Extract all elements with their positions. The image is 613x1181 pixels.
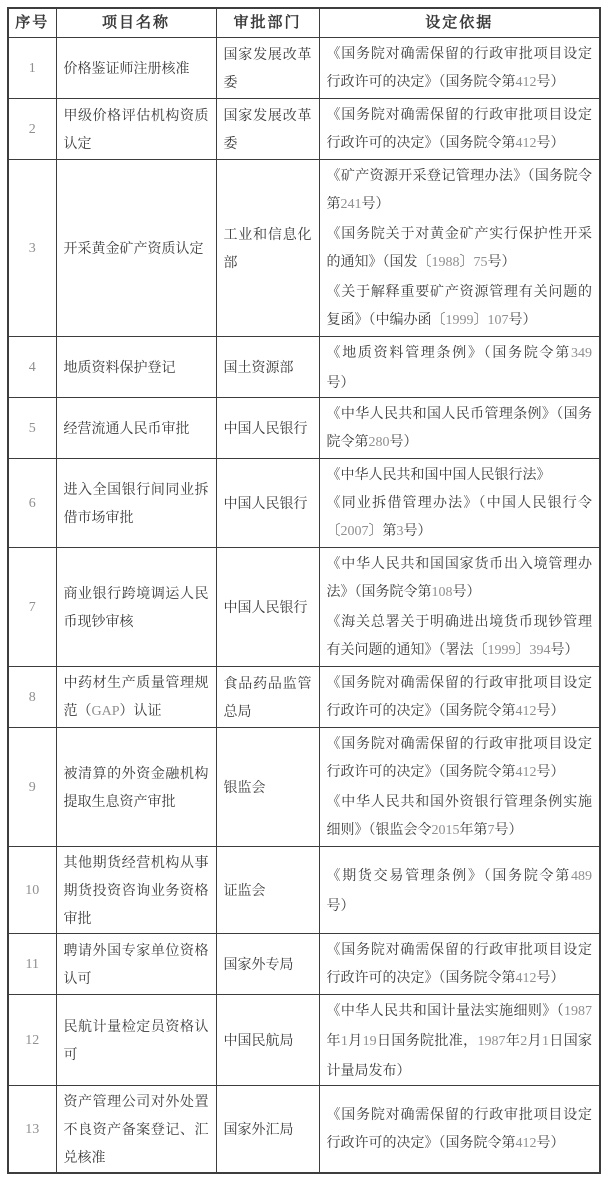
project-name-cell: 民航计量检定员资格认可 [56,995,216,1086]
latin-text: 349 [571,346,592,361]
department-cell: 国土资源部 [216,337,319,398]
approval-items-table [7,7,601,1174]
basis-cell [319,667,600,728]
basis-item: 《海关总署关于明确进出境货币现钞管理有关问题的通知》（署法〔1999〕394号） [326,613,592,658]
basis-item: 《国务院对确需保留的行政审批项目设定行政许可的决定》（国务院令第412号） [326,106,592,151]
row-number-cell [8,38,56,99]
latin-text: 1987 [564,1004,592,1019]
latin-text: 394 [529,643,551,658]
column-header-project-name: 项目名称 [56,8,216,38]
basis-item: 《国务院对确需保留的行政审批项目设定行政许可的决定》（国务院令第412号） [326,735,592,780]
column-header-department: 审批部门 [216,8,319,38]
latin-text: 107 [487,313,509,328]
latin-text: 12 [25,1033,40,1048]
basis-item: 《期货交易管理条例》（国务院令第489号） [326,867,592,913]
latin-text: 5 [28,421,36,436]
project-name-cell: 价格鉴证师注册核准 [56,38,216,99]
latin-text: 108 [431,585,453,600]
table-row [8,667,600,728]
row-number-cell [8,459,56,548]
basis-item: 《国务院对确需保留的行政审批项目设定行政许可的决定》（国务院令第412号） [326,1106,592,1151]
basis-item: 《中华人民共和国计量法实施细则》（1987年1月19日国务院批准，1987年2月1日国家计量局发布） [326,1002,593,1078]
basis-cell [319,38,600,99]
basis-item: 《国务院关于对黄金矿产实行保护性开采的通知》（国发〔1988〕75号） [326,225,592,270]
header-row [8,8,600,38]
latin-text: 412 [515,75,537,90]
latin-text: 10 [25,883,40,898]
latin-text: 1987 [477,1034,506,1049]
table-row [8,548,600,667]
project-name-cell: 其他期货经营机构从事期货投资咨询业务资格审批 [56,847,216,934]
latin-text: 1 [340,1034,348,1049]
latin-text: 7 [28,600,36,615]
latin-text: 4 [28,360,36,375]
department-cell: 银监会 [216,728,319,847]
latin-text: 241 [340,197,362,212]
basis-item: 《中华人民共和国外资银行管理条例实施细则》（银监会令2015年第7号） [326,793,592,838]
basis-cell [319,99,600,160]
table-row [8,38,600,99]
basis-item: 《同业拆借管理办法》（中国人民银行令〔2007〕第3号） [326,494,592,539]
project-name-cell: 进入全国银行间同业拆借市场审批 [56,459,216,548]
department-cell: 中国人民银行 [216,548,319,667]
basis-cell [319,459,600,548]
row-number-cell [8,995,56,1086]
latin-text: 1999 [445,313,474,328]
department-cell: 国家发展改革委 [216,38,319,99]
project-name-cell: 商业银行跨境调运人民币现钞审核 [56,548,216,667]
row-number-cell [8,728,56,847]
basis-item: 《国务院对确需保留的行政审批项目设定行政许可的决定》（国务院令第412号） [326,45,592,90]
row-number-cell [8,1086,56,1174]
latin-text: 13 [25,1122,40,1137]
department-cell: 中国民航局 [216,995,319,1086]
latin-text: 1988 [431,255,460,270]
project-name-cell: 开采黄金矿产资质认定 [56,160,216,337]
table-row [8,847,600,934]
project-name-cell: 甲级价格评估机构资质认定 [56,99,216,160]
table-row [8,337,600,398]
row-number-cell [8,548,56,667]
table-row [8,728,600,847]
latin-text: 412 [515,765,537,780]
latin-text: 412 [515,1136,537,1151]
department-cell: 食品药品监管总局 [216,667,319,728]
department-cell: 国家外专局 [216,934,319,995]
department-cell: 国家外汇局 [216,1086,319,1174]
basis-item: 《中华人民共和国人民币管理条例》（国务院令第280号） [326,405,592,450]
basis-item: 《中华人民共和国中国人民银行法》 [326,466,551,482]
basis-item: 《国务院对确需保留的行政审批项目设定行政许可的决定》（国务院令第412号） [326,674,592,719]
latin-text: 8 [28,690,36,705]
row-number-cell [8,337,56,398]
table-row [8,1086,600,1174]
row-number-cell [8,398,56,459]
table-row [8,398,600,459]
basis-item: 《矿产资源开采登记管理办法》（国务院令第241号） [326,167,592,212]
row-number-cell [8,667,56,728]
latin-text: 2015 [431,823,460,838]
table-row [8,459,600,548]
latin-text: 3 [396,524,404,539]
basis-cell [319,398,600,459]
latin-text: 280 [368,435,390,450]
table-row [8,934,600,995]
basis-cell [319,728,600,847]
latin-text: 7 [487,823,495,838]
latin-text: 3 [28,241,36,256]
row-number-cell [8,847,56,934]
latin-text: 1 [28,61,36,76]
latin-text: GAP [91,704,120,719]
basis-item: 《中华人民共和国国家货币出入境管理办法》（国务院令第108号） [326,555,592,600]
project-name-cell: 经营流通人民币审批 [56,398,216,459]
table-row [8,995,600,1086]
table-row [8,99,600,160]
row-number-cell [8,934,56,995]
column-header-basis: 设定依据 [319,8,600,38]
row-number-cell [8,99,56,160]
latin-text: 412 [515,704,537,719]
latin-text: 9 [28,780,36,795]
department-cell: 中国人民银行 [216,398,319,459]
department-cell: 中国人民银行 [216,459,319,548]
latin-text: 2 [520,1034,528,1049]
latin-text: 1999 [487,643,516,658]
basis-item: 《关于解释重要矿产资源管理有关问题的复函》（中编办函〔1999〕107号） [326,283,592,328]
project-name-cell: 聘请外国专家单位资格认可 [56,934,216,995]
basis-cell [319,934,600,995]
latin-text: 412 [515,971,537,986]
latin-text: 75 [473,255,488,270]
latin-text: 2007 [340,524,369,539]
column-header-index: 序号 [8,8,56,38]
latin-text: 412 [515,136,537,151]
project-name-cell: 中药材生产质量管理规范（GAP）认证 [56,667,216,728]
department-cell: 国家发展改革委 [216,99,319,160]
latin-text: 6 [28,496,36,511]
basis-cell [319,548,600,667]
latin-text: 2 [28,122,36,137]
project-name-cell: 地质资料保护登记 [56,337,216,398]
project-name-cell: 被清算的外资金融机构提取生息资产审批 [56,728,216,847]
department-cell: 工业和信息化部 [216,160,319,337]
basis-cell [319,847,600,934]
department-cell: 证监会 [216,847,319,934]
project-name-cell: 资产管理公司对外处置不良资产备案登记、汇兑核准 [56,1086,216,1174]
basis-cell [319,337,600,398]
latin-text: 11 [25,957,39,972]
latin-text: 489 [571,869,592,884]
latin-text: 1 [541,1034,549,1049]
row-number-cell [8,160,56,337]
basis-cell [319,160,600,337]
basis-item: 《国务院对确需保留的行政审批项目设定行政许可的决定》（国务院令第412号） [326,941,592,986]
latin-text: 19 [362,1034,377,1049]
basis-cell [319,995,600,1086]
table-body [8,38,600,1174]
basis-item: 《地质资料管理条例》（国务院令第349号） [326,344,592,390]
table-row [8,160,600,337]
basis-cell [319,1086,600,1174]
